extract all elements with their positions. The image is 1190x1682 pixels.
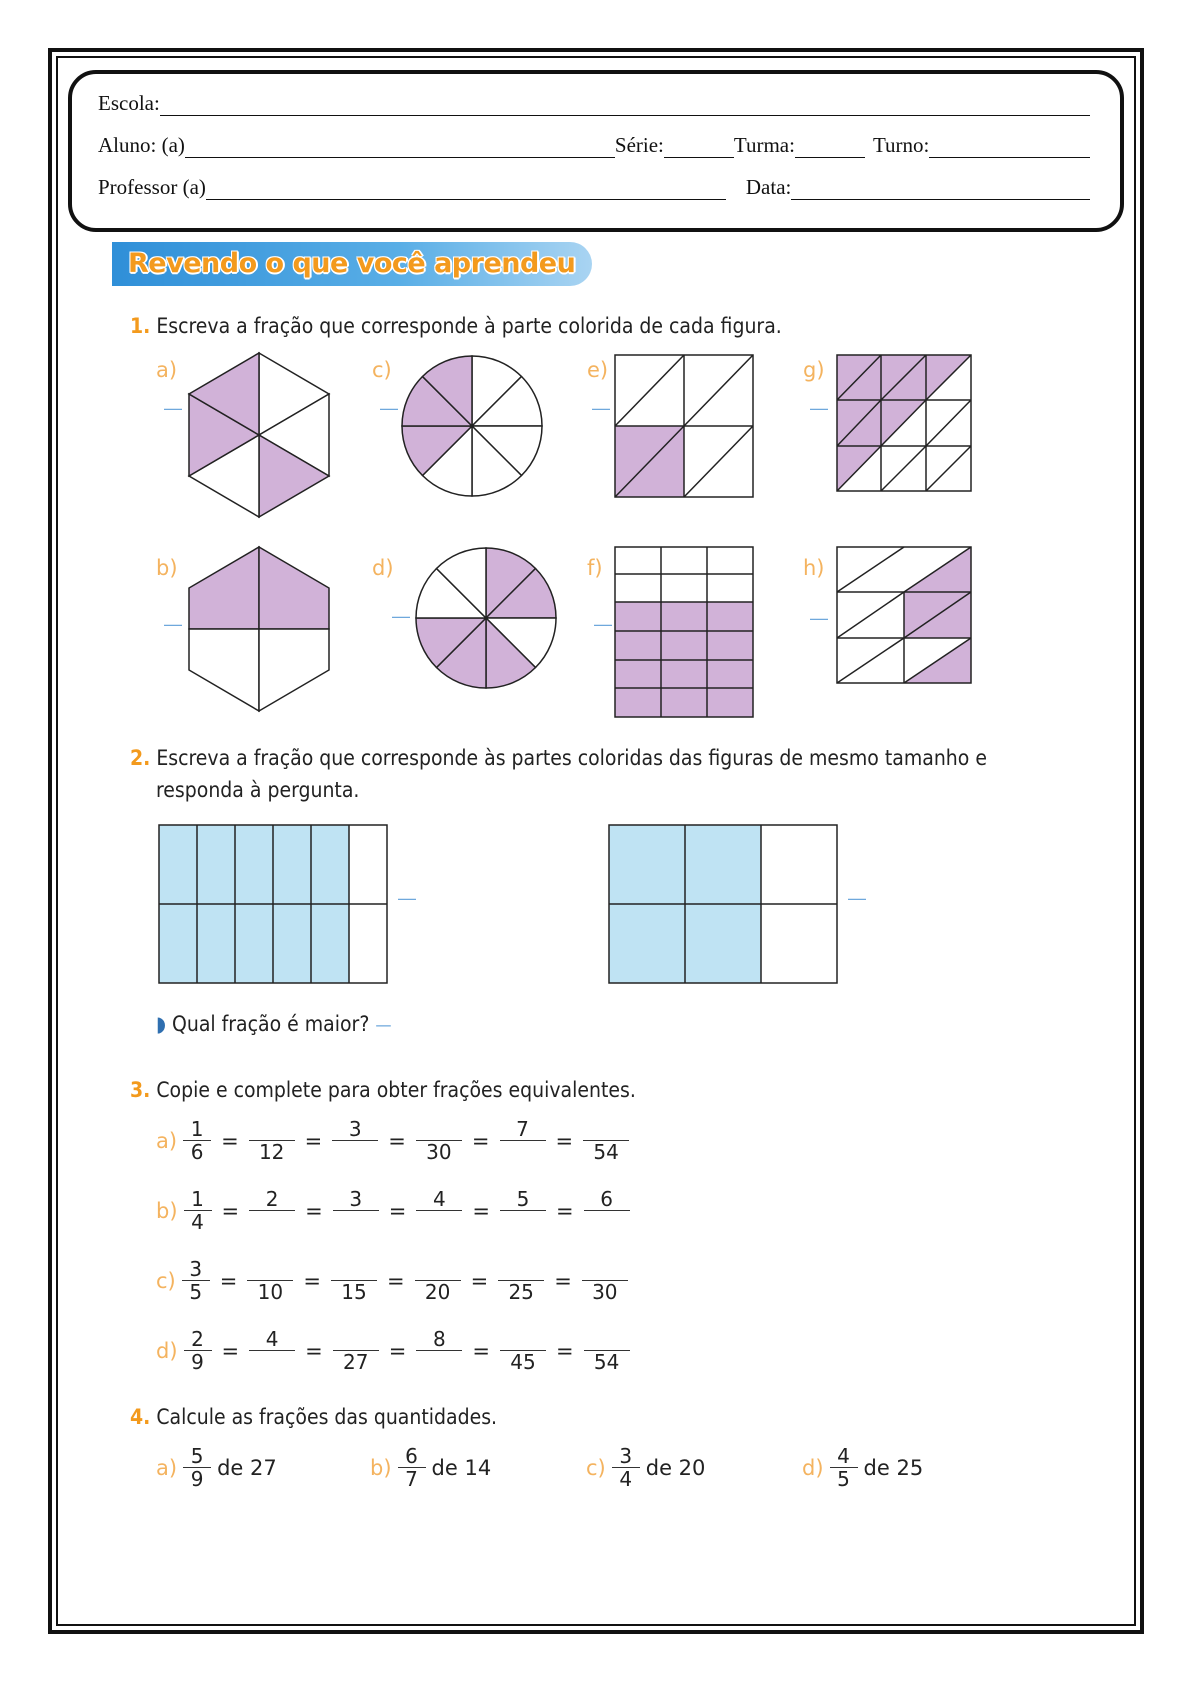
professor-label: Professor (a): [98, 175, 206, 199]
equals-sign: =: [305, 1198, 323, 1223]
section-banner: [112, 242, 592, 286]
turno-label: Turno:: [872, 133, 930, 157]
escola-field[interactable]: [160, 95, 1090, 116]
answer-blank-g[interactable]: —: [810, 398, 828, 418]
hex-b-top-left: [189, 547, 259, 629]
question-3-text: Copie e complete para obter frações equivalentes.: [156, 1078, 636, 1102]
q3-row-label: d): [156, 1338, 178, 1363]
q3-answer-fraction[interactable]: 12: [249, 1118, 295, 1163]
q4-quantity-d: de 25: [863, 1455, 924, 1480]
equals-sign: =: [472, 1338, 490, 1363]
q4-fraction-c: $\frac{3}{4}$: [612, 1445, 640, 1490]
equals-sign: =: [221, 1338, 240, 1363]
escola-label: Escola:: [98, 91, 160, 115]
question-3-number: 3.: [130, 1078, 151, 1102]
turma-label: Turma:: [733, 133, 795, 157]
q3-answer-fraction[interactable]: 6: [584, 1188, 630, 1233]
q3-answer-fraction[interactable]: 27: [333, 1328, 379, 1373]
aluno-label: Aluno: (a): [98, 133, 185, 157]
question-3: [130, 1078, 636, 1102]
q3-answer-fraction[interactable]: 30: [582, 1258, 628, 1303]
professor-field[interactable]: [206, 179, 726, 200]
q4-quantity-c: de 20: [645, 1455, 706, 1480]
q3-answer-fraction[interactable]: 3: [333, 1188, 379, 1233]
q3-answer-fraction[interactable]: 54: [584, 1328, 630, 1373]
q3-row-label: b): [156, 1198, 178, 1223]
hex-b-bottom-left: [189, 629, 259, 711]
q4-label-d: d): [802, 1455, 824, 1480]
question-2-prompt: Qual fração é maior?: [171, 1012, 370, 1036]
equals-sign: =: [303, 1268, 321, 1293]
answer-blank-q2-bigger[interactable]: —: [375, 1015, 392, 1036]
q4-item-c: [586, 1445, 705, 1490]
question-1: [130, 314, 782, 338]
equals-sign: =: [472, 1198, 490, 1223]
q4-item-d: [802, 1445, 923, 1490]
turno-field[interactable]: [929, 137, 1090, 158]
fig-label-h: h): [803, 556, 825, 580]
q3-answer-fraction[interactable]: 15: [331, 1258, 377, 1303]
fig-label-e: e): [587, 358, 609, 382]
answer-blank-q2-left[interactable]: —: [398, 888, 416, 908]
q3-answer-fraction[interactable]: 5: [500, 1188, 546, 1233]
q3-answer-fraction[interactable]: 8: [416, 1328, 462, 1373]
equals-sign: =: [304, 1128, 323, 1153]
q4-item-a: [156, 1445, 277, 1490]
figure-f-grid: [614, 546, 754, 718]
fig-label-d: d): [372, 556, 394, 580]
q3-answer-fraction[interactable]: 4: [249, 1328, 295, 1373]
question-2-text-line1: Escreva a fração que corresponde às partes coloridas das figuras de mesmo tamanho e: [156, 746, 987, 770]
question-2-number: 2.: [130, 746, 151, 770]
answer-blank-f[interactable]: —: [594, 614, 612, 634]
equals-sign: =: [555, 1198, 574, 1223]
aluno-field[interactable]: [185, 137, 615, 158]
q3-answer-fraction[interactable]: 3: [332, 1118, 378, 1163]
q3-row: [156, 1188, 630, 1233]
fig-label-a: a): [156, 358, 178, 382]
question-4-number: 4.: [130, 1405, 151, 1429]
q4-label-b: b): [370, 1455, 392, 1480]
equals-sign: =: [555, 1338, 574, 1363]
equals-sign: =: [388, 1128, 406, 1153]
q3-answer-fraction[interactable]: 45: [500, 1328, 546, 1373]
q4-fraction-d: $\frac{4}{5}$: [830, 1445, 858, 1490]
fig-label-g: g): [803, 358, 825, 382]
q3-answer-fraction[interactable]: 25: [498, 1258, 544, 1303]
figure-g-grid: [836, 354, 972, 492]
question-2-sub: [156, 1012, 392, 1036]
serie-label: Série:: [614, 133, 664, 157]
bullet-icon: ◗: [156, 1012, 166, 1036]
q4-quantity-b: de 14: [431, 1455, 492, 1480]
q3-answer-fraction[interactable]: 30: [416, 1118, 462, 1163]
q3-answer-fraction[interactable]: 4: [416, 1188, 462, 1233]
q4-fraction-b: $\frac{6}{7}$: [398, 1445, 426, 1490]
q3-given-fraction: $\frac{2}{9}$: [184, 1328, 212, 1373]
q4-quantity-a: de 27: [217, 1455, 277, 1480]
student-info-header: [68, 70, 1124, 232]
q3-given-fraction: $\frac{1}{6}$: [183, 1118, 211, 1163]
q3-row: [156, 1258, 628, 1303]
equals-sign: =: [555, 1128, 574, 1153]
q4-label-c: c): [586, 1455, 606, 1480]
equals-sign: =: [470, 1268, 489, 1293]
figure-e-square: [614, 354, 754, 498]
q3-answer-fraction[interactable]: 7: [500, 1118, 546, 1163]
equals-sign: =: [386, 1268, 405, 1293]
equals-sign: =: [305, 1338, 323, 1363]
q3-row: [156, 1328, 630, 1373]
equals-sign: =: [471, 1128, 490, 1153]
q3-row-label: c): [156, 1268, 176, 1293]
hex-b-bottom-right: [259, 629, 329, 711]
equals-sign: =: [388, 1198, 407, 1223]
question-4-text: Calcule as frações das quantidades.: [156, 1405, 498, 1429]
q4-label-a: a): [156, 1455, 178, 1480]
equals-sign: =: [221, 1128, 239, 1153]
question-1-text: Escreva a fração que corresponde à parte colorida de cada figura.: [156, 314, 782, 338]
fig-label-f: f): [587, 556, 603, 580]
data-field[interactable]: [791, 179, 1090, 200]
hex-b-top-right: [259, 547, 329, 629]
q4-item-b: [370, 1445, 491, 1490]
turma-field[interactable]: [795, 137, 865, 158]
q4-fraction-a: $\frac{5}{9}$: [183, 1445, 211, 1490]
q3-given-fraction: $\frac{1}{4}$: [184, 1188, 212, 1233]
question-4-items: [156, 1445, 936, 1505]
q3-answer-fraction[interactable]: 20: [415, 1258, 461, 1303]
answer-blank-d[interactable]: —: [392, 606, 410, 626]
answer-blank-q2-right[interactable]: —: [848, 888, 866, 908]
equals-sign: =: [219, 1268, 238, 1293]
answer-blank-b[interactable]: —: [164, 614, 182, 634]
answer-blank-c[interactable]: —: [380, 398, 398, 418]
question-2-text-line2: responda à pergunta.: [156, 778, 360, 802]
figure-c-circle: [400, 354, 544, 498]
equals-sign: =: [388, 1338, 407, 1363]
question-4: [130, 1405, 497, 1429]
serie-field[interactable]: [664, 137, 734, 158]
answer-blank-h[interactable]: —: [810, 608, 828, 628]
answer-blank-e[interactable]: —: [592, 398, 610, 418]
equals-sign: =: [221, 1198, 240, 1223]
figure-a-hexagon: [188, 352, 330, 518]
question-1-number: 1.: [130, 314, 151, 338]
fig-label-b: b): [156, 556, 178, 580]
equals-sign: =: [554, 1268, 572, 1293]
figure-b-hexagon: [188, 546, 330, 712]
q3-answer-fraction[interactable]: 54: [583, 1118, 629, 1163]
figure-q2-right-grid: [608, 824, 838, 984]
q3-answer-fraction[interactable]: 10: [247, 1258, 293, 1303]
figure-q2-left-grid: [158, 824, 388, 984]
answer-blank-a[interactable]: —: [164, 398, 182, 418]
question-2: [130, 746, 987, 770]
fig-label-c: c): [372, 358, 392, 382]
figure-h-grid: [836, 546, 972, 684]
figure-d-circle: [414, 546, 558, 690]
data-label: Data:: [745, 175, 792, 199]
q3-row: [156, 1118, 629, 1163]
q3-row-label: a): [156, 1128, 178, 1153]
q3-answer-fraction[interactable]: 2: [249, 1188, 295, 1233]
banner-title: Revendo o que você aprendeu: [128, 248, 576, 279]
q3-given-fraction: $\frac{3}{5}$: [182, 1258, 210, 1303]
